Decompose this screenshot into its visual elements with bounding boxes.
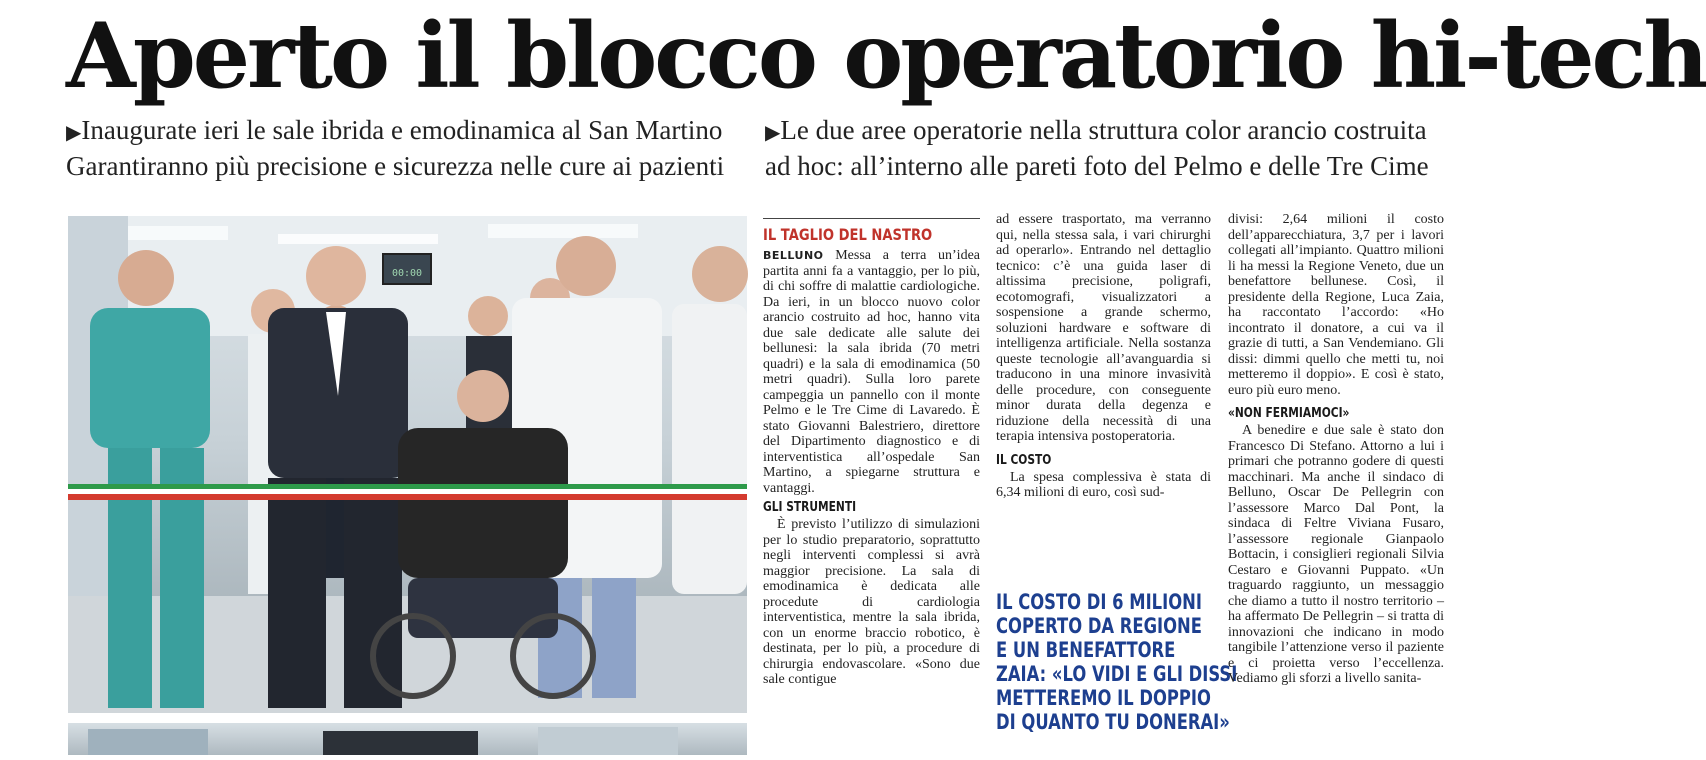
second-photo [68,723,747,755]
kicker: IL TAGLIO DEL NASTRO [763,225,933,244]
pull-quote [996,590,1238,734]
paragraph: La spesa complessiva è stata di 6,34 milioni di euro, così sud- [996,469,1211,500]
deck-right [765,114,1455,183]
deck-left-text-1: Inaugurate ieri le sale ibrida e emodinamica al San Martino [81,115,723,145]
paragraph-text: Messa a terra un’idea partita anni fa a vantaggio, per lo più, di chi soffre di malattie cardiologiche. Da ieri, in un blocco nuovo color arancio costruito ad hoc, hanno vita due sale dedicate alle salute dei bellunesi: la sala ibrida (70 metri quadri) e la sala di emodinamica (50 metri quadri). Sulla loro parete campeggia un pannello con il monte Pelmo e le Tre Cime di Lavaredo. È stato Giovanni Balestriero, direttore del Dipartimento diagnostico e di interventistica all’ospedale San Martino, a spiegarne struttura e vantaggi. [763,248,980,496]
deck-left [66,114,756,183]
headline: Aperto il blocco operatorio hi-tech [66,3,1706,109]
deck-right-line-1 [765,114,1455,150]
column-rule [763,218,980,219]
paragraph: A benedire e due sale è stato don Francesco Di Stefano. Attorno a lui i primari che potranno godere di questi macchinari. Ma anche il sindaco di Belluno, Oscar De Pellegrin con l’assessore Marco Dal Pont, la sindaca di Feltre Viviana Fusaro, l’assessore regionale Gianpaolo Bottacin, i consiglieri regionali Silvia Cestaro e Giovanni Puppato. «Un traguardo raggiunto, un messaggio che diamo a tutto il nostro territorio – ha affermato De Pellegrin – si tratta di innovazioni che indicano in modo tangibile l’attenzione verso il paziente e ci proietta verso l’eccellenza. Vediamo gli sforzi a livello sanita- [1228,423,1444,686]
pull-quote-line: DI QUANTO TU DONERAI» [996,710,1230,734]
article-column-3 [1228,212,1444,687]
pull-quote-line: E UN BENEFATTORE [996,638,1176,662]
deck-right-text-1: Le due aree operatorie nella struttura color arancio costruita [780,115,1427,145]
dateline: BELLUNO [763,249,824,262]
paragraph: divisi: 2,64 milioni il costo dell’apparecchiatura, 3,7 per i lavori collegati all’impianto. Quattro milioni li ha messi la Regione Veneto, due un benefattore bellunese. Così, il presidente della Regione, Luca Zaia, ha raccontato l’accordo: «Ho incontrato il donatore, a cui va il grazie di tutti, a San Vendemiano. Gli dissi: dimmi quello che metti tu, noi metteremo il doppio». E così è stato, euro più euro meno. [1228,212,1444,398]
second-photo-illustration [68,723,747,755]
article-column-1 [763,218,980,688]
pull-quote-line: COPERTO DA REGIONE [996,614,1202,638]
subhead: IL COSTO [996,452,1052,468]
deck-left-line-1 [66,114,756,150]
arrow-right-icon: ▶ [66,122,82,144]
deck-right-line-2: ad hoc: all’interno alle pareti foto del Pelmo e delle Tre Cime [765,151,1429,181]
monitor-clock-text: 00:00 [391,268,423,279]
photo-illustration [68,216,747,713]
paragraph [763,248,980,496]
subhead: «NON FERMIAMOCI» [1228,406,1350,421]
ribbon-cutting-photo [68,216,747,713]
pull-quote-line: IL COSTO DI 6 MILIONI [996,590,1202,614]
subhead: GLI STRUMENTI [763,500,857,515]
paragraph: ad essere trasportato, ma verranno qui, nella stessa sala, i vari chirurghi ad operarlo». Entrando nel dettaglio tecnico: c’è una guida laser di altissima precisione, poligrafi, ecotomografi, visualizzatori a sospensione a grande schermo, soluzioni hardware e software di intelligenza artificiale. Nella sostanza queste tecnologie all’avanguardia si traducono in una minore invasività delle procedure, con conseguente minor durata della degenza e riduzione della necessità di una terapia intensiva postoperatoria. [996,212,1211,444]
deck-left-line-2: Garantiranno più precisione e sicurezza nelle cure ai pazienti [66,151,725,181]
pull-quote-line: METTEREMO IL DOPPIO [996,686,1211,710]
pull-quote-line: ZAIA: «LO VIDI E GLI DISSI [996,662,1238,686]
paragraph: È previsto l’utilizzo di simulazioni per lo studio preparatorio, soprattutto negli interventi complessi si avrà maggior precisione. La sala di emodinamica è dedicata alle procedute di cardiologia interventistica, mentre la sala ibrida, con un enorme braccio robotico, è destinata, per lo più, a procedure di chirurgia endovascolare. «Sono due sale contigue [763,517,980,687]
arrow-right-icon: ▶ [765,122,781,144]
article-column-2 [996,212,1211,501]
